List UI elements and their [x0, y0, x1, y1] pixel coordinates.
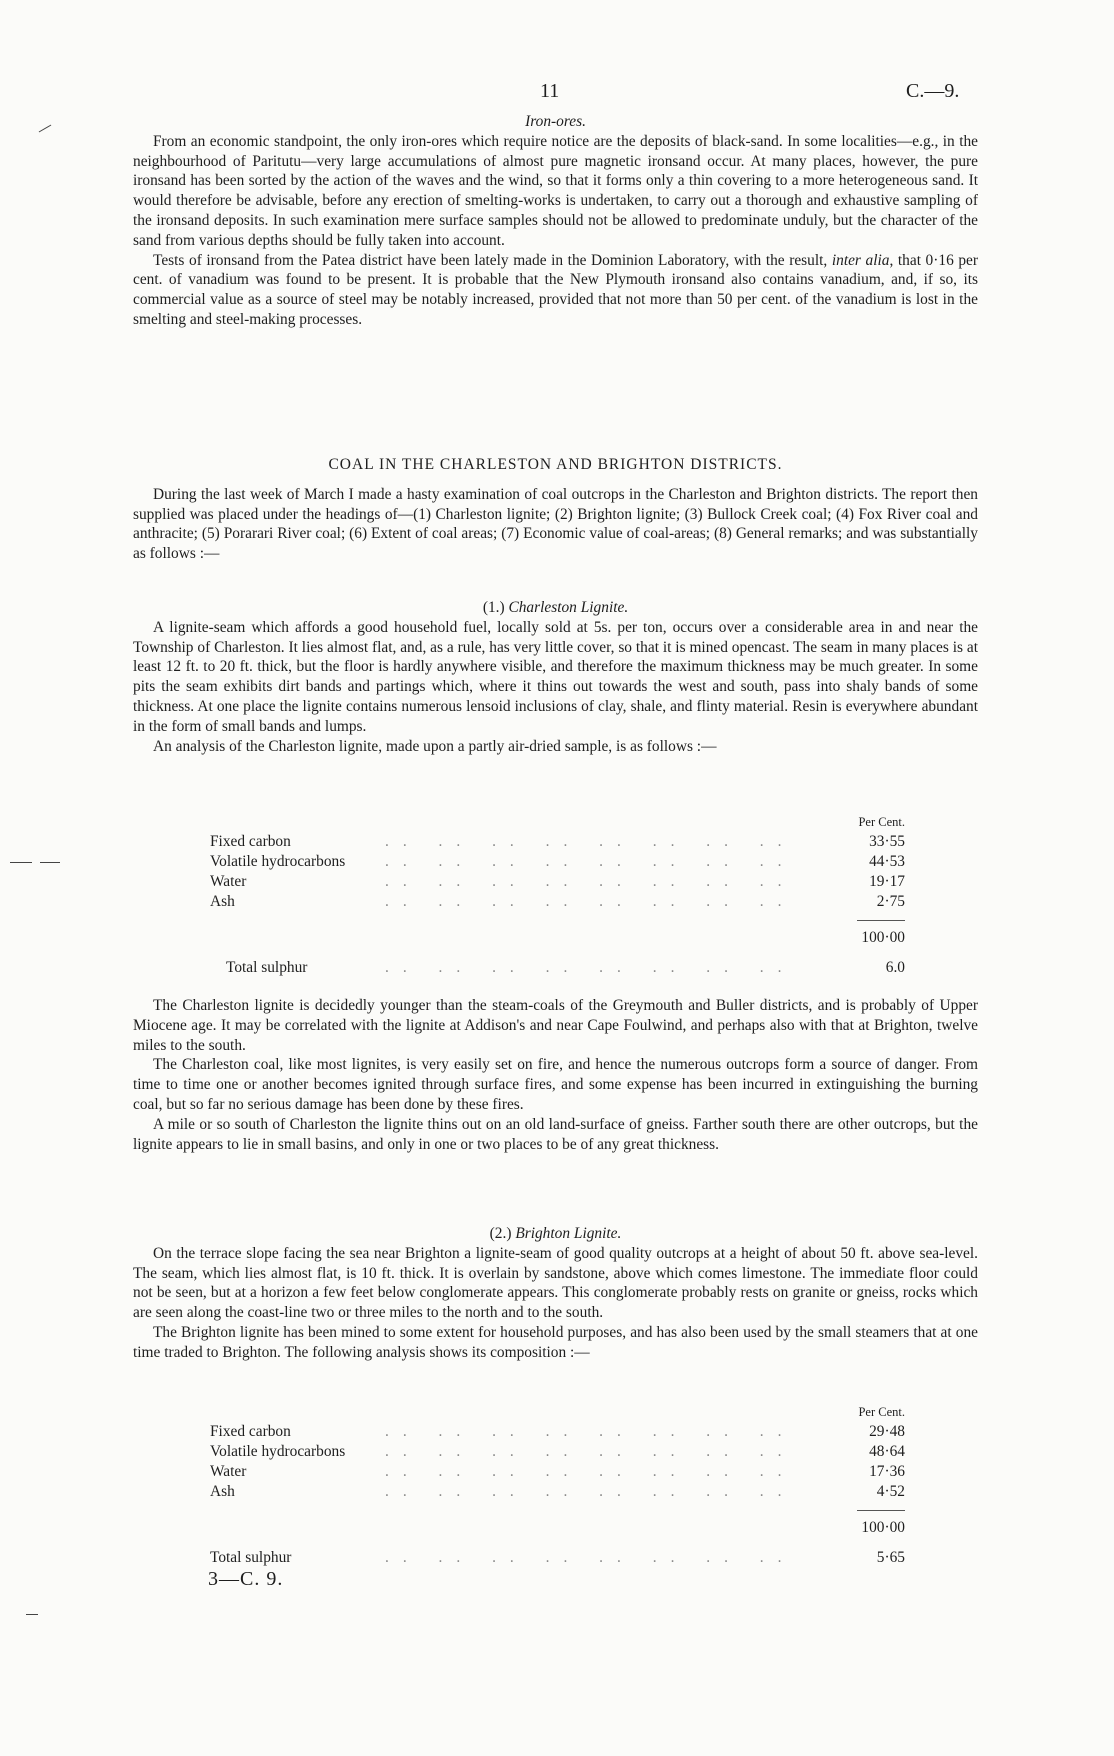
charleston-paragraph-2: The Charleston lignite is decidedly younger than the steam-coals of the Greymouth and Buller districts, and is probably of Upper Miocene age. It may be correlated with the lignite at Addison's and near Cape Foulwind, and perhaps also with that at Brighton, twelve miles to the south.: [133, 997, 978, 1054]
latin-phrase: inter alia: [831, 251, 890, 269]
charleston-paragraph-4: A mile or so south of Charleston the lignite thins out on an old land-surface of gneiss. Farther south there are other outcrops, but the lignite appears to lie in small basins, and only in one or two places to be of any great thickness.: [133, 1115, 978, 1153]
table-row: Fixed carbon .. .. .. .. .. .. .. .. 33·55: [210, 833, 905, 850]
iron-ores-paragraph-2: Tests of ironsand from the Patea district have been lately made in the Dominion Laboratory, with the result, inter alia, that 0·16 per cent. of vanadium was found to be present. It is probable that the New Plymouth ironsand also contains vanadium, and, if so, its commercial value as a source of steel may be notably increased, provided that not more than 50 per cent. of the vanadium is lost in the smelting and steel-making processes.: [133, 251, 979, 328]
table-column-header: Per Cent.: [858, 1405, 905, 1419]
margin-mark: [39, 125, 52, 133]
table-total-row: 100·00: [861, 1519, 905, 1536]
coal-intro-paragraph: During the last week of March I made a hasty examination of coal outcrops in the Charleston and Brighton districts. The report then supplied was placed under the headings of—(1) Charleston lignite; (2) Brighton lignite; (3) Bullock Creek coal; (4) Fox River coal and anthracite; (5) Porarari River coal; (6) Extent of coal areas; (7) Economic value of coal-areas; (8) General remarks; and was substantially as follows :—: [133, 485, 978, 563]
iron-ores-paragraph-1: From an economic standpoint, the only iron-ores which require notice are the deposits of black-sand. In some localities—e.g., in the neighbourhood of Paritutu—very large accumulations of almost pure magnetic ironsand occur. At many places, however, the pure ironsand has been sorted by the action of the waves and the wind, so that it forms only a thin covering to a more heterogeneous sand. It would therefore be advisable, before any erection of smelting-works is undertaken, to carry out a thorough and exhaustive sampling of the ironsand deposits. In such examination mere surface samples should not be allowed to predominate unduly, but the character of the sand from various depths should be fully taken into account.: [133, 132, 978, 249]
total-rule: [857, 920, 905, 921]
margin-mark: [40, 862, 60, 863]
table-row: Volatile hydrocarbons .. .. .. .. .. .. .. .. 48·64: [210, 1443, 905, 1460]
brighton-paragraph-2: The Brighton lignite has been mined to some extent for household purposes, and has also been used by the small steamers that at one time traded to Brighton. The following analysis shows its composition :—: [133, 1323, 978, 1361]
charleston-analysis-intro: An analysis of the Charleston lignite, made upon a partly air-dried sample, is as follows :—: [153, 737, 717, 755]
margin-mark: [10, 862, 32, 863]
brighton-paragraph-1: On the terrace slope facing the sea near Brighton a lignite-seam of good quality outcrops at a height of about 50 ft. above sea-level. The seam, which lies almost flat, is 10 ft. thick. It is overlain by sandstone, above which comes limestone. The immediate floor could not be seen, but at a horizon a few feet below conglomerate appears. This conglomerate probably rests on granite or gneiss, rocks which are seen along the coast-line two or three miles to the north and to the south.: [133, 1244, 978, 1322]
iron-ores-section: [133, 112, 978, 330]
table-row: Volatile hydrocarbons .. .. .. .. .. .. .. .. 44·53: [210, 853, 905, 870]
table-column-header: Per Cent.: [858, 815, 905, 829]
coal-section-title: COAL IN THE CHARLESTON AND BRIGHTON DISTRICTS.: [328, 456, 783, 473]
brighton-section: [133, 1224, 978, 1363]
page-number: 11: [540, 80, 560, 102]
table-row: Water .. .. .. .. .. .. .. .. 17·36: [210, 1463, 905, 1480]
table-row: Water .. .. .. .. .. .. .. .. 19·17: [210, 873, 905, 890]
charleston-paragraph-3: The Charleston coal, like most lignites, is very easily set on fire, and hence the numerous outcrops form a source of danger. From time to time one or another becomes ignited through surface fires, and some expense has been incurred in extinguishing the burning coal, but so far no serious damage has been done by these fires.: [133, 1056, 978, 1113]
charleston-discussion: [133, 996, 978, 1154]
total-rule: [857, 1510, 905, 1511]
sulphur-row: Total sulphur .. .. .. .. .. .. .. .. 6.0: [226, 959, 905, 976]
brighton-analysis-table: [210, 1402, 905, 1568]
brighton-heading: (2.) Brighton Lignite.: [489, 1225, 622, 1242]
table-row: Ash .. .. .. .. .. .. .. .. 2·75: [210, 893, 905, 910]
table-total-row: 100·00: [861, 929, 905, 946]
sulphur-row: Total sulphur .. .. .. .. .. .. .. .. 5·65: [210, 1549, 905, 1566]
coal-section: [133, 455, 978, 564]
table-row: Ash .. .. .. .. .. .. .. .. 4·52: [210, 1483, 905, 1500]
document-reference: C.—9.: [906, 80, 960, 102]
charleston-heading: (1.) Charleston Lignite.: [482, 599, 629, 616]
charleston-section: [133, 598, 978, 756]
charleston-analysis-table: [210, 812, 905, 978]
iron-ores-heading: Iron-ores.: [525, 113, 586, 130]
charleston-paragraph-1: A lignite-seam which affords a good household fuel, locally sold at 5s. per ton, occurs over a considerable area in and near the Township of Charleston. It lies almost flat, and, as a rule, has very little cover, so that it is mined opencast. The seam in many places is at least 12 ft. to 20 ft. thick, but the floor is hardly anywhere visible, and therefore the maximum thickness may be much greater. In some pits the seam exhibits dirt bands and partings which, where it thins out towards the west and south, pass into shaly bands of some thickness. At one place the lignite contains numerous lensoid inclusions of clay, shale, and flinty material. Resin is everywhere abundant in the form of small bands and lumps.: [133, 618, 978, 735]
table-row: Fixed carbon .. .. .. .. .. .. .. .. 29·48: [210, 1423, 905, 1440]
margin-mark: [26, 1614, 38, 1615]
signature-mark: 3—C. 9.: [208, 1568, 284, 1590]
